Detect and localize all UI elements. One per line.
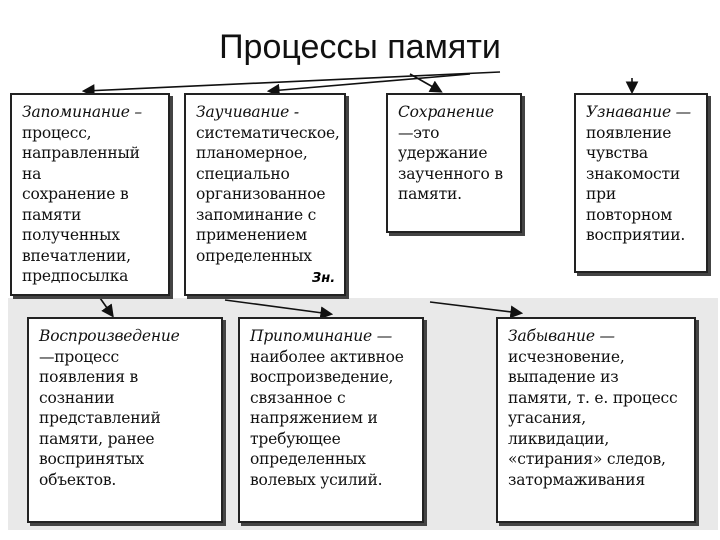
box-preservation-term: Сохранение [398,103,494,121]
box-recall-text: наиболее активное воспроизведение, связанное с напряжением и требующее определенных волевых усилий. [250,347,404,489]
arrow-to-reproduction [100,298,112,315]
box-recognition-text: появление чувства знакомости при повторном восприятии. [586,123,686,244]
box-memorization [10,93,170,296]
box-learning [184,93,346,296]
arrow-to-forgetting [430,302,520,313]
box-reproduction [27,317,223,523]
box-memorization-text: процесс, направленный на сохранение в памяти полученных впечатлении, предпосылка [22,123,140,285]
arrow-to-memorization [85,72,500,91]
arrow-to-learning [270,74,470,91]
box-forgetting-term: Забывание — [508,327,615,345]
box-learning-tag: Зн. [312,271,336,286]
box-forgetting-text: исчезновение, выпадение из памяти, т. е. процесс угасания, ликвидации, «стирания» следов, затормаживания [508,347,678,489]
box-recognition-term: Узнавание — [586,103,691,121]
arrow-to-recall [225,300,330,314]
box-reproduction-term: Воспроизведение [39,327,180,345]
box-forgetting [496,317,696,523]
page-title: Процессы памяти [219,28,501,66]
box-learning-term: Заучивание - [196,103,299,121]
box-preservation [386,93,522,233]
box-memorization-term: Запоминание – [22,103,142,121]
box-learning-text: систематическое, планомерное, специально организованное запоминание с применением определенных [196,123,340,265]
box-recall-term: Припоминание — [250,327,393,345]
box-recognition [574,93,708,273]
box-reproduction-text: —процесс появления в сознании представлений памяти, ранее воспринятых объектов. [39,347,161,489]
box-recall [238,317,424,523]
box-preservation-text: —это удержание заученного в памяти. [398,123,503,203]
